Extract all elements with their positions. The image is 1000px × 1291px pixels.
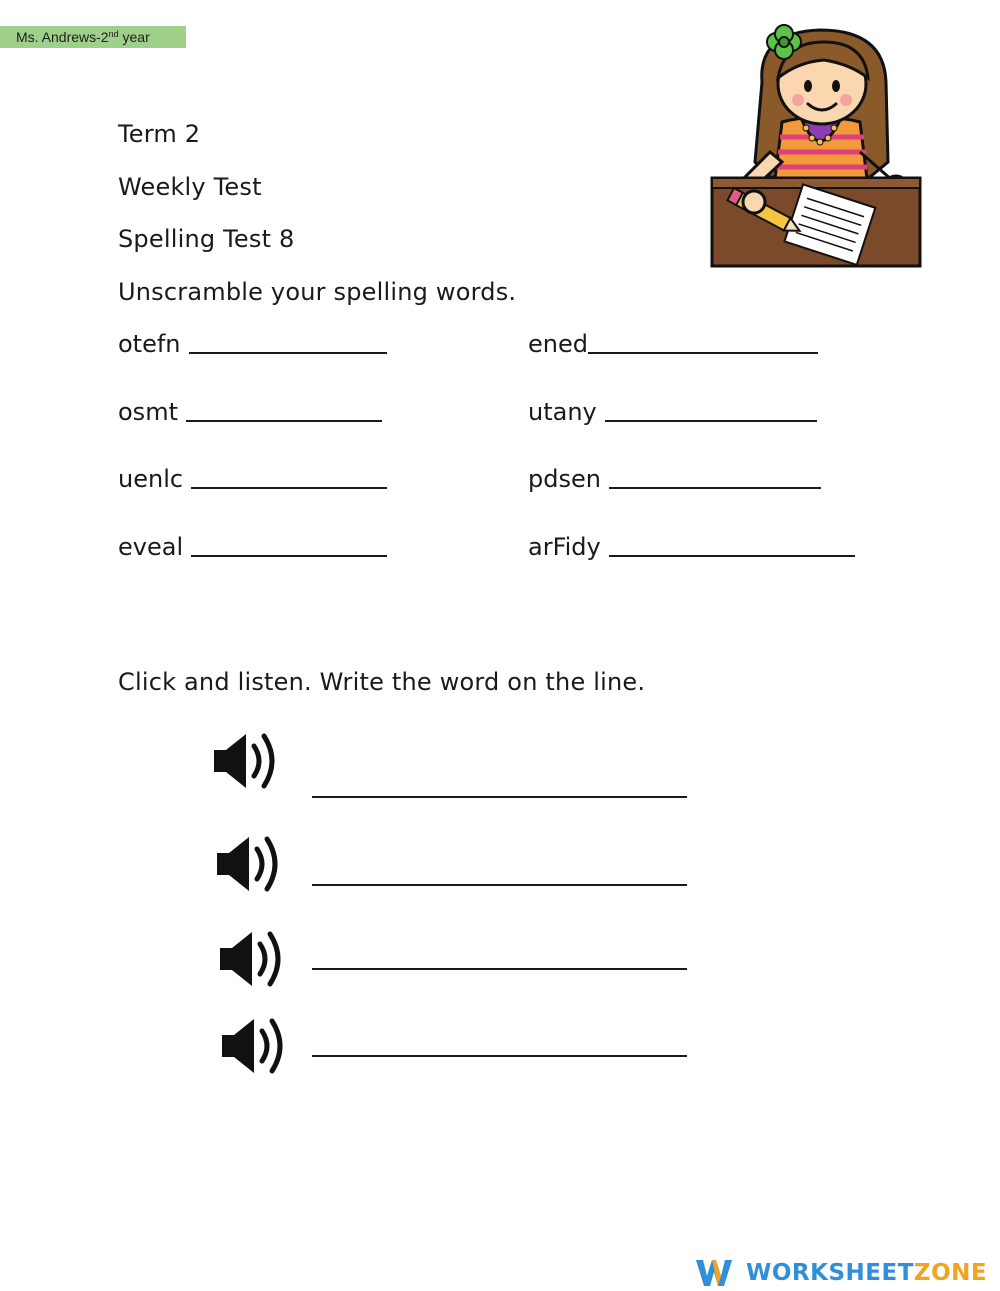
answer-blank[interactable] [605,420,817,422]
audio-item [0,833,1000,903]
answer-blank[interactable] [189,352,387,354]
scrambled-word-row [528,533,855,561]
answer-blank[interactable] [191,555,387,557]
worksheetzone-wordmark [746,1260,987,1286]
scrambled-word: otefn [118,330,181,358]
weekly-test-heading: Weekly Test [118,173,262,201]
scrambled-word-row [528,465,821,493]
worksheetzone-logo-icon [694,1256,734,1290]
teacher-tag [0,26,186,48]
teacher-name: Ms. Andrews-2 [16,29,109,45]
term-heading: Term 2 [118,120,201,148]
scrambled-word: ened [528,330,588,358]
scrambled-word: eveal [118,533,184,561]
scrambled-word-row [528,398,817,426]
girl-at-desk-illustration [700,12,940,277]
answer-blank[interactable] [186,420,382,422]
scrambled-word-row [118,533,387,561]
worksheetzone-brand [694,1254,1000,1291]
ordinal-suffix: nd [108,29,119,39]
scrambled-word: uenlc [118,465,184,493]
answer-line[interactable] [312,1055,687,1057]
audio-item [0,730,1000,800]
answer-line[interactable] [312,968,687,970]
answer-blank[interactable] [609,487,821,489]
speaker-icon[interactable] [212,730,284,792]
unscramble-instruction: Unscramble your spelling words. [118,278,517,306]
answer-line[interactable] [312,796,687,798]
scrambled-word: arFidy [528,533,601,561]
spelling-test-title: Spelling Test 8 [118,225,295,253]
scrambled-word-row [118,465,387,493]
answer-blank[interactable] [609,555,855,557]
scrambled-word: utany [528,398,597,426]
scrambled-word: osmt [118,398,178,426]
answer-blank[interactable] [588,352,818,354]
listen-instruction: Click and listen. Write the word on the line. [118,668,646,696]
scrambled-word-row [118,398,382,426]
scrambled-word-row [528,330,818,358]
audio-item [0,928,1000,998]
answer-line[interactable] [312,884,687,886]
audio-item [0,1015,1000,1085]
scrambled-word: pdsen [528,465,601,493]
speaker-icon[interactable] [218,928,290,990]
brand-part2: ZONE [913,1260,988,1286]
speaker-icon[interactable] [220,1015,292,1077]
answer-blank[interactable] [191,487,387,489]
scrambled-word-row [118,330,387,358]
year-label: year [118,29,150,45]
brand-part1: WORKSHEET [746,1260,914,1286]
speaker-icon[interactable] [215,833,287,895]
